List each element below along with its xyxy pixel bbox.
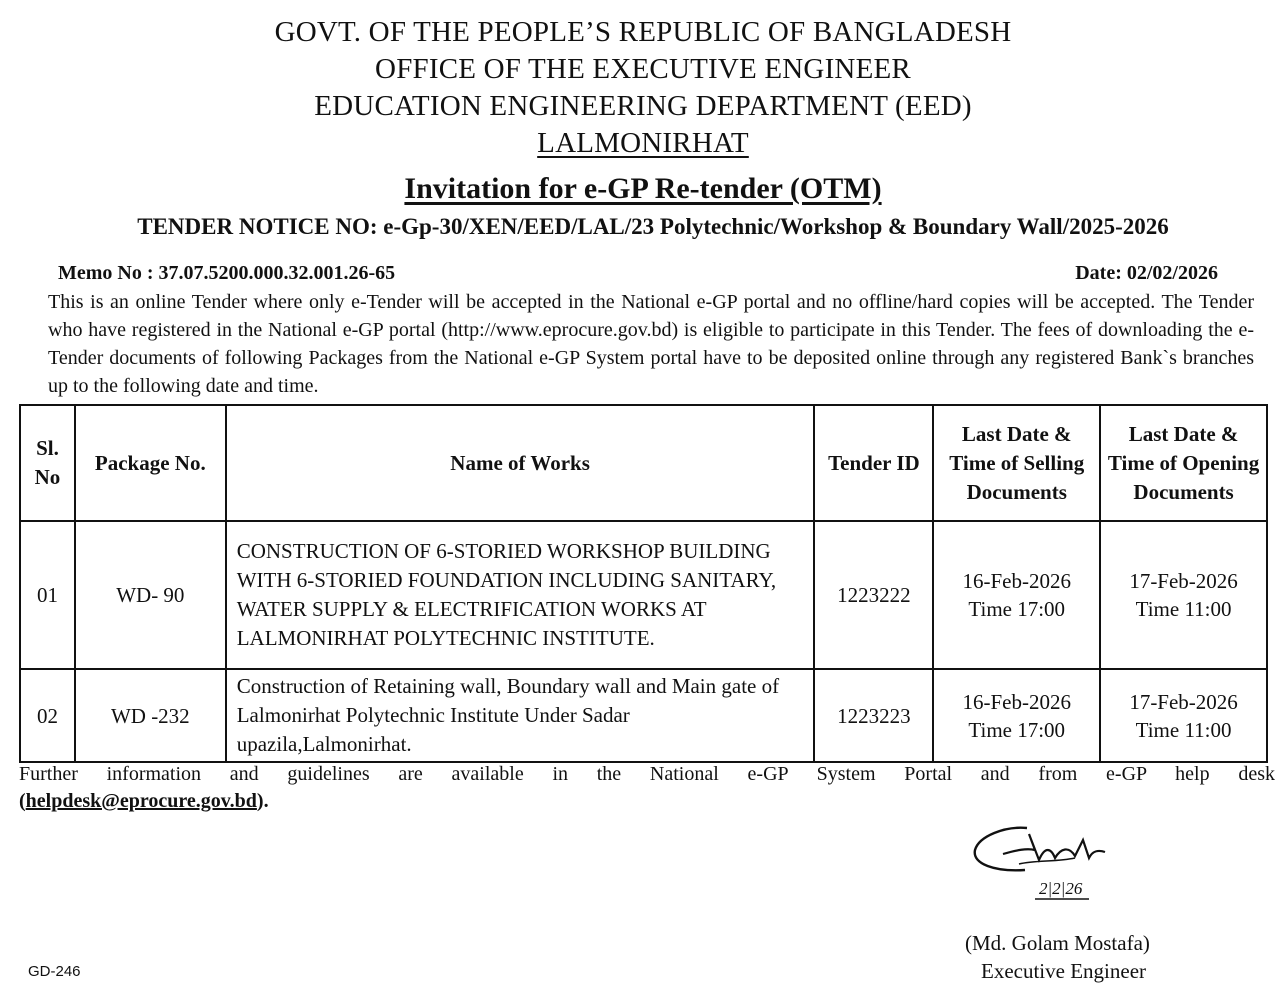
memo-number: Memo No : 37.07.5200.000.32.001.26-65 (58, 262, 396, 284)
notice-date: Date: 02/02/2026 (1075, 262, 1218, 284)
office-title: OFFICE OF THE EXECUTIVE ENGINEER (375, 53, 911, 85)
govt-title: GOVT. OF THE PEOPLE’S REPUBLIC OF BANGLADESH (274, 16, 1012, 48)
tender-table (19, 404, 1268, 763)
signatory-name: (Md. Golam Mostafa) (965, 931, 1150, 955)
header-tender-id: Tender ID (814, 405, 933, 521)
selling-time: Time 17:00 (968, 597, 1066, 621)
cell-package-no: WD -232 (75, 669, 226, 762)
signature-stroke (1019, 858, 1075, 864)
intro-paragraph: This is an online Tender where only e-Tender will be accepted in the National e-GP portal and no offline/hard copies will be accepted. The Tender who have registered in the National e-GP portal (http://www.eprocure.gov.bd) is eligible to participate in this Tender. The fees of downloading the e-Tender documents of following Packages from the National e-GP System portal have to be deposited online through any registered Bank`s branches up to the following date and time. (48, 291, 1254, 397)
opening-time: Time 11:00 (1135, 597, 1232, 621)
table-row (20, 669, 1267, 762)
opening-date: 17-Feb-2026 (1129, 569, 1238, 593)
cell-selling-deadline (933, 669, 1100, 762)
publication-code: GD-246 (28, 963, 81, 980)
cell-tender-id: 1223223 (814, 669, 933, 762)
further-info: Further information and guidelines are available in the National e-GP System Portal and from e-GP help desk (19, 763, 1275, 785)
cell-name-of-works: Construction of Retaining wall, Boundary wall and Main gate of Lalmonirhat Polytechnic Institute Under Sadar upazila,Lalmonirhat. (226, 669, 815, 762)
cell-opening-deadline (1100, 521, 1267, 669)
header-selling-deadline: Last Date & Time of Selling Documents (933, 405, 1100, 521)
selling-date: 16-Feb-2026 (962, 569, 1071, 593)
table-row (20, 521, 1267, 669)
tender-notice-number: TENDER NOTICE NO: e-Gp-30/XEN/EED/LAL/23 Polytechnic/Workshop & Boundary Wall/2025-2026 (137, 214, 1169, 239)
helpdesk-line: (helpdesk@eprocure.gov.bd). (19, 790, 269, 812)
notice-title: Invitation for e-GP Re-tender (OTM) (404, 172, 882, 205)
cell-opening-deadline (1100, 669, 1267, 762)
department-title: EDUCATION ENGINEERING DEPARTMENT (EED) (314, 90, 972, 122)
signatory-designation: Executive Engineer (981, 959, 1147, 983)
header-package-no: Package No. (75, 405, 226, 521)
cell-tender-id: 1223222 (814, 521, 933, 669)
header-opening-deadline: Last Date & Time of Opening Documents (1100, 405, 1267, 521)
opening-date: 17-Feb-2026 (1129, 689, 1238, 714)
cell-package-no: WD- 90 (75, 521, 226, 669)
helpdesk-email-link[interactable]: helpdesk@eprocure.gov.bd (25, 790, 257, 812)
cell-name-of-works: CONSTRUCTION OF 6-STORIED WORKSHOP BUILDING WITH 6-STORIED FOUNDATION INCLUDING SANITARY, WATER SUPPLY & ELECTRIFICATION WORKS AT LALMONIRHAT POLYTECHNIC INSTITUTE. (226, 521, 815, 669)
signature-date: 2|2|26 (1039, 879, 1083, 898)
cell-selling-deadline (933, 521, 1100, 669)
table-header-row (20, 405, 1267, 521)
selling-date: 16-Feb-2026 (962, 689, 1071, 714)
letterhead (0, 14, 1286, 162)
district-title: LALMONIRHAT (537, 127, 749, 159)
handwritten-signature (965, 820, 1115, 910)
header-name-of-works: Name of Works (226, 405, 815, 521)
selling-time: Time 17:00 (968, 717, 1066, 742)
signature-stroke (1003, 834, 1105, 860)
opening-time: Time 11:00 (1135, 717, 1232, 742)
header-sl-no: Sl. No (20, 405, 75, 521)
cell-sl-no: 01 (20, 521, 75, 669)
cell-sl-no: 02 (20, 669, 75, 762)
